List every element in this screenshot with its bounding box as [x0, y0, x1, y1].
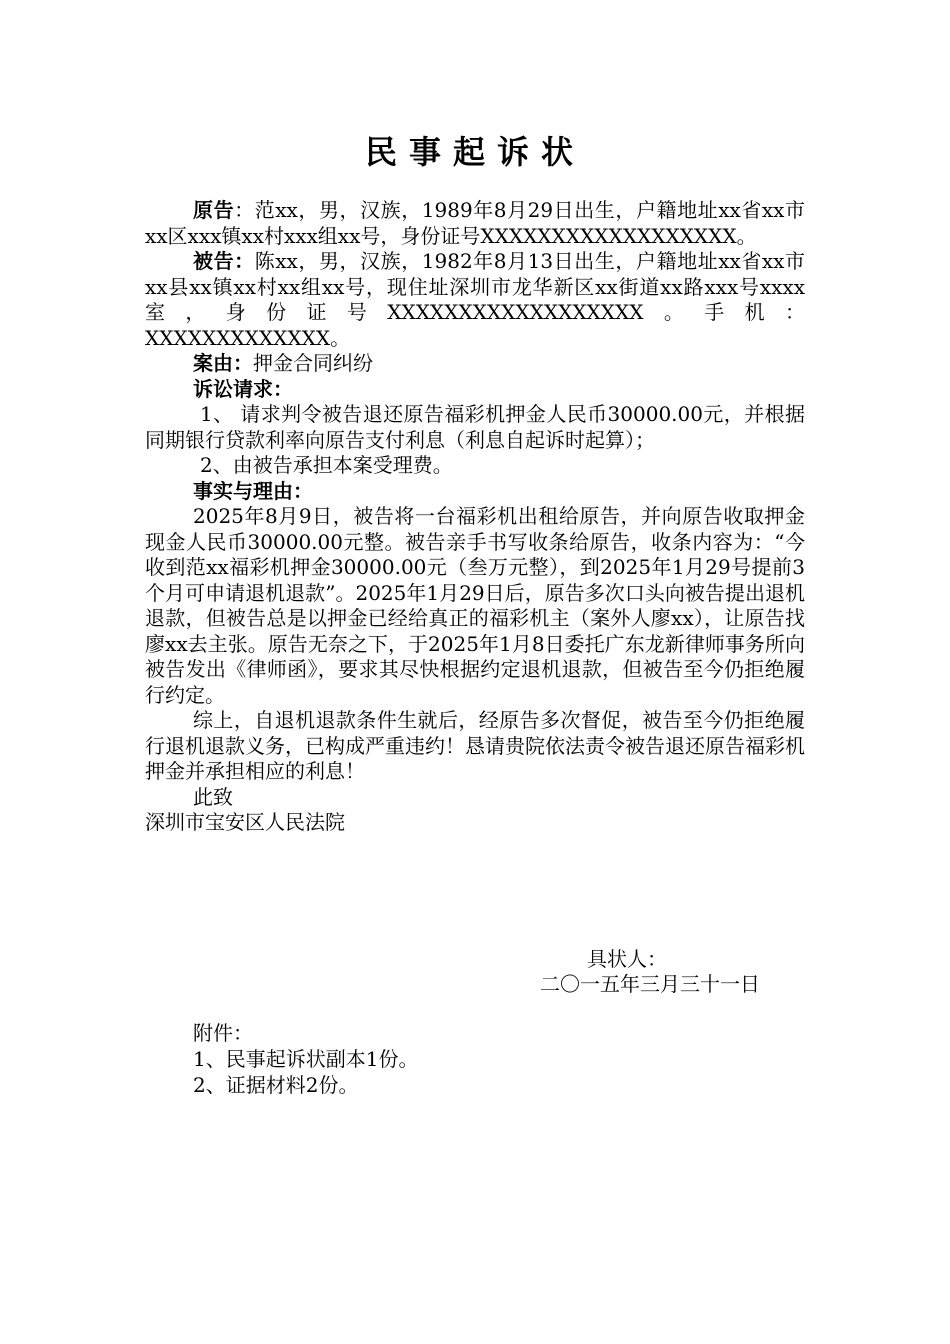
attachments-heading: 附件： [193, 1021, 253, 1045]
facts-paragraph: 综上，自退机退款条件生就后，经原告多次督促，被告至今仍拒绝履行退机退款义务，已构成严重违约！恳请贵院依法责令被告退还原告福彩机押金并承担相应的利息！ [145, 708, 805, 783]
defendant-text: 陈xx，男，汉族，1982年8月13日出生，户籍地址xx省xx市xx县xx镇xx村xx组xx号，现住址深圳市龙华新区xx街道xx路xxx号xxxx室，身份证号XXXXXXXXXXXXXXXXXX。手机：XXXXXXXXXXXXX。 [145, 249, 806, 350]
signer-label: 具状人： [587, 947, 667, 971]
cause-paragraph [145, 351, 805, 377]
claim-item: 1、 请求判令被告退还原告福彩机押金人民币30000.00元，并根据同期银行贷款利率向原告支付利息（利息自起诉时起算）； [145, 402, 805, 452]
signature-date: 二〇一五年三月三十一日 [540, 972, 760, 996]
salutation: 此致 [193, 784, 233, 809]
attachments [193, 1020, 418, 1098]
claims-heading: 诉讼请求： [193, 376, 293, 401]
facts-paragraph: 2025年8月9日，被告将一台福彩机出租给原告，并向原告收取押金现金人民币30000.00元整。被告亲手书写收条给原告，收条内容为：“今收到范xx福彩机押金30000.00元（叁万元整），到2025年1月29号提前3个月可申请退机退款”。2025年1月29日后，原告多次口头向被告提出退机退款，但被告总是以押金已经给真正的福彩机主（案外人廖xx），让原告找廖xx去主张。原告无奈之下，于2025年1月8日委托广东龙新律师事务所向被告发出《律师函》，要求其尽快根据约定退机退款，但被告至今仍拒绝履行约定。 [145, 504, 805, 707]
defendant-label: 被告： [193, 249, 255, 273]
court-name: 深圳市宝安区人民法院 [145, 810, 345, 834]
facts-heading: 事实与理由： [193, 478, 313, 503]
defendant-paragraph [145, 249, 805, 351]
cause-label: 案由： [193, 351, 253, 375]
attachment-item: 2、证据材料2份。 [193, 1073, 359, 1097]
plaintiff-text: ：范xx，男，汉族，1989年8月29日出生，户籍地址xx省xx市xx区xxx镇xx村xxx组xx号，身份证号XXXXXXXXXXXXXXXXXX。 [145, 198, 806, 248]
cause-text: 押金合同纠纷 [253, 351, 373, 375]
claim-item: 2、由被告承担本案受理费。 [200, 453, 453, 477]
attachment-item: 1、民事起诉状副本1份。 [193, 1047, 419, 1071]
plaintiff-label: 原告 [193, 198, 235, 222]
document-body [145, 198, 805, 836]
document-title: 民事起诉状 [364, 133, 585, 171]
plaintiff-paragraph [145, 198, 805, 249]
